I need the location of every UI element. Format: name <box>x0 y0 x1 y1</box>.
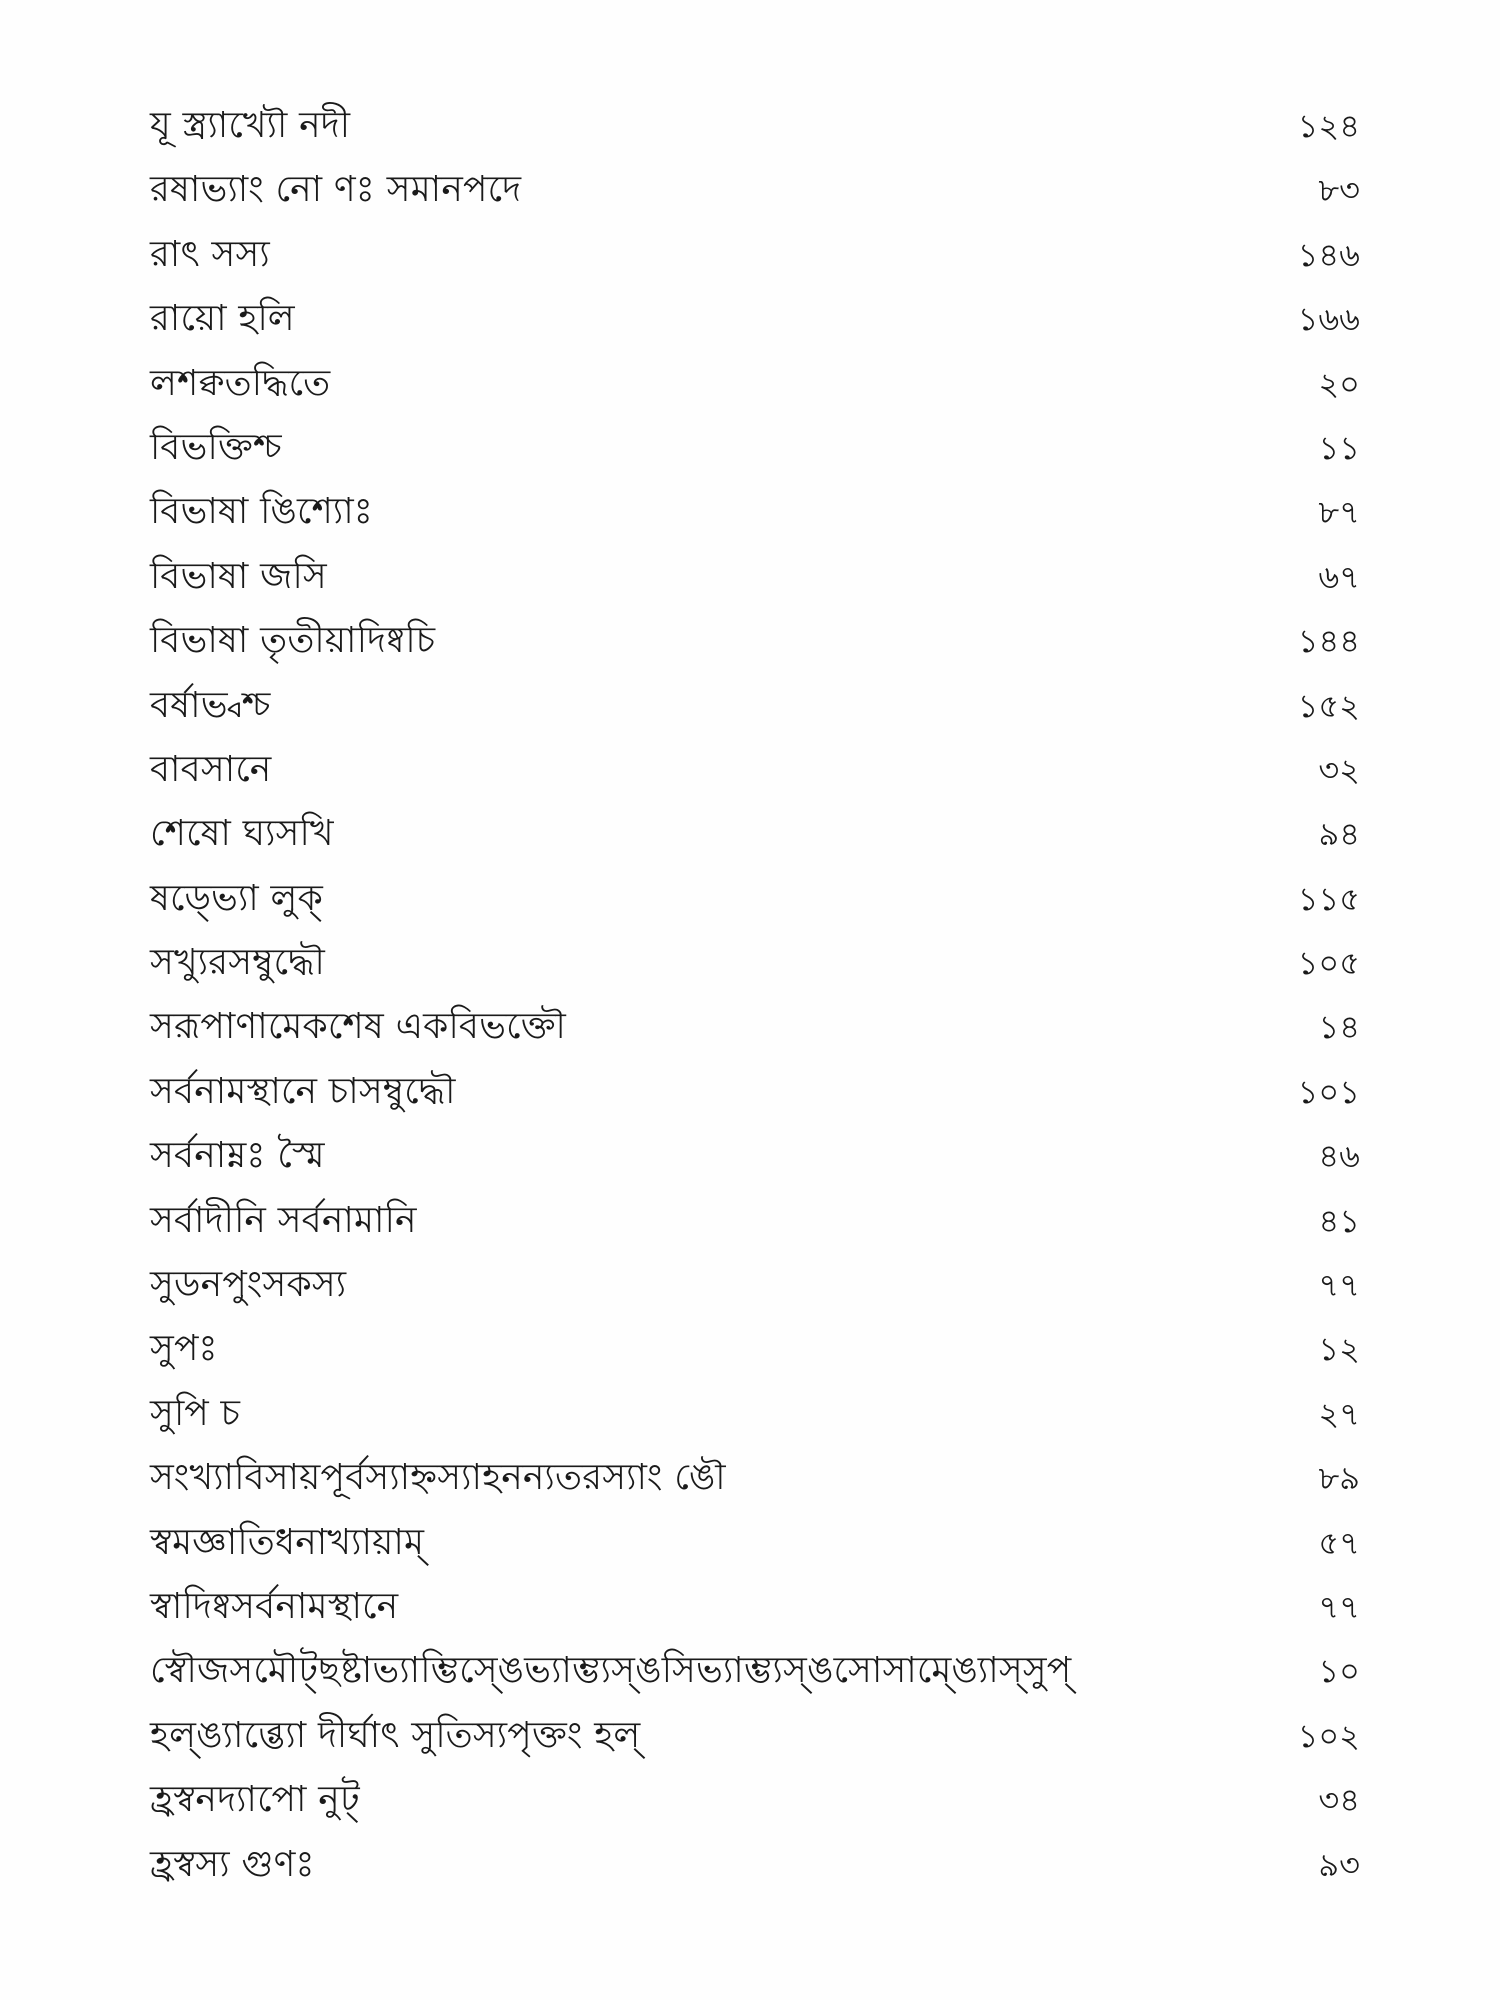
index-row <box>150 416 1360 480</box>
index-row <box>150 352 1360 416</box>
sutra-text: হ্রস্বনদ্যাপো নুট্ <box>150 1779 360 1821</box>
page-number: ৮৩ <box>1318 171 1360 210</box>
sutra-text: হ্রস্বস্য গুণঃ <box>150 1843 315 1885</box>
sutra-text: সুডনপুংসকস্য <box>150 1264 347 1306</box>
index-row <box>150 1575 1360 1639</box>
sutra-text: বিভাষা ঙিশ্যোঃ <box>150 491 374 533</box>
index-row <box>150 1704 1360 1768</box>
sutra-text: যূ স্ত্র্যাখ্যৌ নদী <box>150 105 351 146</box>
index-row <box>150 1124 1360 1188</box>
page-number: ৫৭ <box>1318 1523 1360 1562</box>
sutra-text: বিভক্তিশ্চ <box>150 426 282 468</box>
index-row <box>150 158 1360 222</box>
index-row <box>150 1446 1360 1510</box>
page-number: ১৫২ <box>1297 686 1360 725</box>
index-row <box>150 995 1360 1059</box>
sutra-text: সংখ্যাবিসায়পূর্বস্যাহ্নস্যাহনন্যতরস্যাং ঙৌ <box>150 1457 726 1499</box>
index-row <box>150 1189 1360 1253</box>
page-number: ১৬৬ <box>1297 300 1360 339</box>
page-number: ৪৬ <box>1318 1137 1360 1176</box>
sutra-text: হল্ঙ্যাব্ভ্যো দীর্ঘাৎ সুতিস্যপৃক্তং হল্ <box>150 1714 641 1756</box>
page-number: ৩২ <box>1318 750 1360 789</box>
page-number: ৪১ <box>1318 1201 1360 1240</box>
page-number: ৯৩ <box>1318 1845 1360 1884</box>
sutra-text: বর্ষাভ্বশ্চ <box>150 684 271 726</box>
index-row <box>150 1639 1360 1703</box>
sutra-text: সর্বনামস্থানে চাসম্বুদ্ধৌ <box>150 1070 456 1112</box>
sutra-text: স্বমজ্ঞাতিধনাখ্যায়াম্ <box>150 1521 425 1563</box>
page-number: ১০২ <box>1297 1716 1360 1755</box>
sutra-text: রাৎ সস্য <box>150 233 270 275</box>
sutra-text: সুপি চ <box>150 1392 241 1434</box>
page-number: ১৪ <box>1318 1008 1360 1047</box>
sutra-text: বিভাষা জসি <box>150 555 327 597</box>
page-number: ৯৪ <box>1318 815 1360 854</box>
index-row <box>150 480 1360 544</box>
sutra-text: বাবসানে <box>150 748 272 790</box>
page-number: ১২৪ <box>1297 107 1360 145</box>
index-row <box>150 738 1360 802</box>
page-number: ১০ <box>1318 1652 1360 1691</box>
sutra-text: সখ্যুরসম্বুদ্ধৌ <box>150 942 326 984</box>
index-row <box>150 1253 1360 1317</box>
sutra-text: রষাভ্যাং নো ণঃ সমানপদে <box>150 169 522 211</box>
sutra-text: রায়ো হলি <box>150 298 295 340</box>
page-number: ১১৫ <box>1297 879 1360 918</box>
page-number: ১৪৪ <box>1297 622 1360 661</box>
index-row <box>150 223 1360 287</box>
index-row <box>150 867 1360 931</box>
page-number: ২৭ <box>1318 1394 1360 1433</box>
index-row <box>150 1511 1360 1575</box>
index-row <box>150 674 1360 738</box>
page-number: ১০১ <box>1297 1072 1360 1111</box>
index-row <box>150 94 1360 158</box>
page-number: ১১ <box>1318 428 1360 467</box>
index-row <box>150 1833 1360 1897</box>
sutra-text: ষড্ভ্যো লুক্ <box>150 877 323 919</box>
index-row <box>150 1317 1360 1381</box>
sutra-index-list <box>150 94 1360 1897</box>
page-number: ৬৭ <box>1318 557 1360 596</box>
index-row <box>150 1382 1360 1446</box>
sutra-text: স্বৌজসমৌট্ছষ্টাভ্যাম্ভিস্ঙেভ্যাম্ভ্যস্ঙসিভ্যাম্ভ্যস্ঙসোসাম্ঙ্যোস্সুপ্ <box>150 1650 1072 1692</box>
sutra-text: লশক্বতদ্ধিতে <box>150 362 331 404</box>
page-number: ৮৭ <box>1318 493 1360 532</box>
page-number: ১০৫ <box>1297 944 1360 983</box>
index-row <box>150 802 1360 866</box>
index-row <box>150 609 1360 673</box>
page-number: ১৪৬ <box>1297 235 1360 274</box>
index-row <box>150 287 1360 351</box>
page-number: ১২ <box>1318 1330 1360 1369</box>
sutra-text: শেষো ঘ্যসখি <box>150 813 334 855</box>
page-number: ৭৭ <box>1318 1266 1360 1305</box>
index-row <box>150 1060 1360 1124</box>
sutra-text: সরূপাণামেকশেষ একবিভক্তৌ <box>150 1006 567 1048</box>
page-number: ৮৯ <box>1318 1459 1360 1498</box>
page-number: ৩৪ <box>1318 1781 1360 1820</box>
sutra-text: সর্বাদীনি সর্বনামানি <box>150 1199 417 1241</box>
sutra-text: স্বাদিষ্বসর্বনামস্থানে <box>150 1585 399 1627</box>
sutra-text: সুপঃ <box>150 1328 218 1370</box>
index-row <box>150 931 1360 995</box>
sutra-text: সর্বনাম্নঃ স্মৈ <box>150 1135 325 1177</box>
page-number: ২০ <box>1318 364 1360 403</box>
index-row <box>150 1768 1360 1832</box>
sutra-text: বিভাষা তৃতীয়াদিষ্বচি <box>150 620 436 662</box>
page-number: ৭৭ <box>1318 1587 1360 1626</box>
index-row <box>150 545 1360 609</box>
